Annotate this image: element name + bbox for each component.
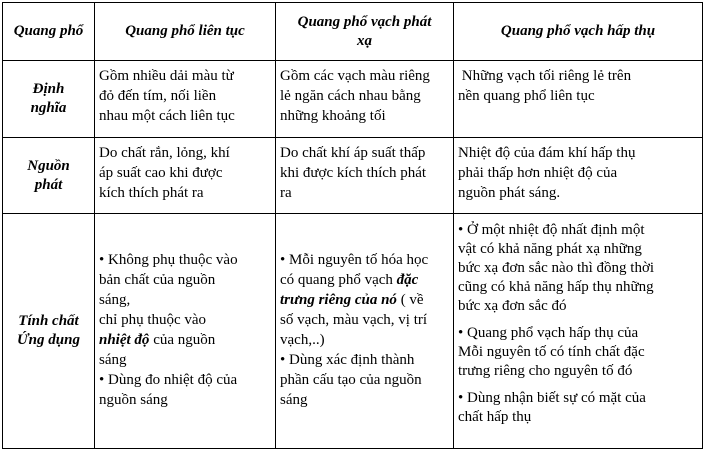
bullet-item: • Dùng đo nhiệt độ của bbox=[99, 372, 238, 388]
definition-row bbox=[3, 61, 703, 138]
bullet-item: • Dùng xác định thành bbox=[280, 352, 415, 368]
properties-absorption: • Ở một nhiệt độ nhất định một vật có khả năng phát xạ những bức xạ đơn sắc nào thì đồng thời cũng có khả năng hấp thụ những bức xạ đơn sắc đó • Quang phổ vạch hấp thụ của Mỗi nguyên tố có tính chất đặc trưng riêng cho nguyên tố đó • Dùng nhận biết sự có mặt của chất hấp thụ bbox=[454, 214, 703, 449]
definition-emission: Gồm các vạch màu riêng lẻ ngăn cách nhau bằng những khoảng tối bbox=[276, 61, 454, 138]
bullet-item: • Ở một nhiệt độ nhất định một bbox=[458, 222, 645, 238]
header-emission-line-spectrum: Quang phổ vạch phát xạ bbox=[276, 3, 454, 61]
properties-emission: • Mỗi nguyên tố hóa học có quang phổ vạch đặc trưng riêng của nó ( về số vạch, màu vạch, vị trí vạch,..) • Dùng xác định thành phần cấu tạo của nguồn sáng bbox=[276, 214, 454, 449]
definition-absorption: Những vạch tối riêng lẻ trên nền quang phổ liên tục bbox=[454, 61, 703, 138]
row-label-definition: Định nghĩa bbox=[3, 61, 95, 138]
source-emission: Do chất khí áp suất thấp khi được kích thích phát ra bbox=[276, 138, 454, 214]
spectrum-comparison-table bbox=[2, 2, 703, 449]
source-row bbox=[3, 138, 703, 214]
bullet-item: • Dùng nhận biết sự có mặt của bbox=[458, 390, 646, 406]
properties-continuous: • Không phụ thuộc vào bản chất của nguồn sáng, chỉ phụ thuộc vào nhiệt độ của nguồn sáng • Dùng đo nhiệt độ của nguồn sáng bbox=[95, 214, 276, 449]
emphasis-text: trưng riêng của nó bbox=[280, 292, 397, 308]
emphasis-text: đặc bbox=[396, 272, 419, 288]
source-continuous: Do chất rắn, lỏng, khí áp suất cao khi được kích thích phát ra bbox=[95, 138, 276, 214]
properties-row bbox=[3, 214, 703, 449]
header-row bbox=[3, 3, 703, 61]
header-spectrum: Quang phổ bbox=[3, 3, 95, 61]
row-label-properties: Tính chất Ứng dụng bbox=[3, 214, 95, 449]
source-absorption: Nhiệt độ của đám khí hấp thụ phải thấp hơn nhiệt độ của nguồn phát sáng. bbox=[454, 138, 703, 214]
header-continuous-spectrum: Quang phổ liên tục bbox=[95, 3, 276, 61]
bullet-item: • Không phụ thuộc vào bbox=[99, 252, 238, 268]
emphasis-text: nhiệt độ bbox=[99, 332, 150, 348]
bullet-item: • Quang phổ vạch hấp thụ của bbox=[458, 325, 639, 341]
row-label-source: Nguồn phát bbox=[3, 138, 95, 214]
bullet-item: • Mỗi nguyên tố hóa học bbox=[280, 252, 429, 268]
header-absorption-line-spectrum: Quang phổ vạch hấp thụ bbox=[454, 3, 703, 61]
definition-continuous: Gồm nhiều dải màu từ đỏ đến tím, nối liền nhau một cách liên tục bbox=[95, 61, 276, 138]
